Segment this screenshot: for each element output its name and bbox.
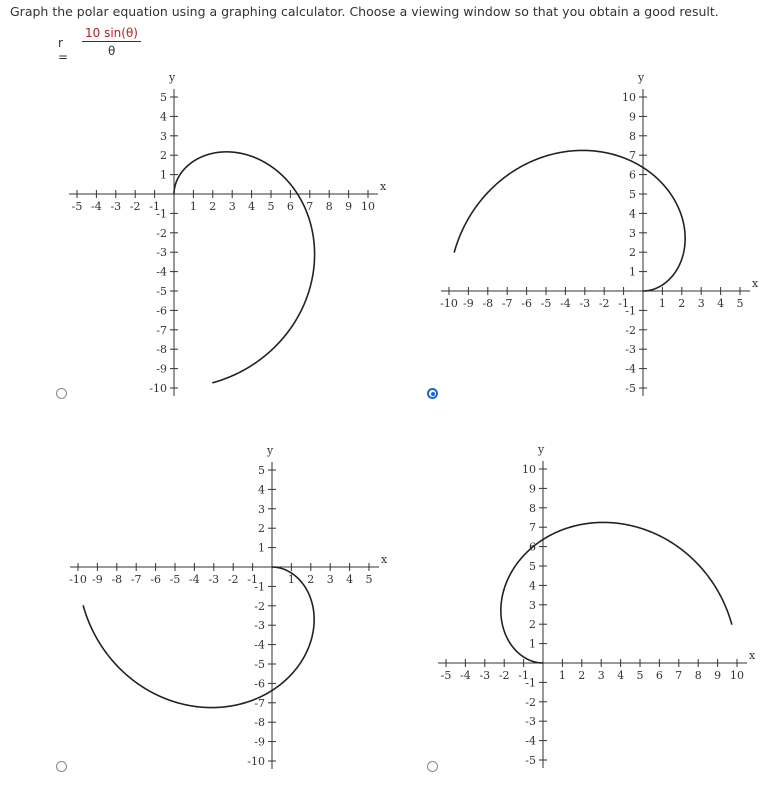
x-tick-label: -3 (208, 573, 220, 586)
y-tick-label: 6 (629, 168, 636, 182)
x-tick-label: -2 (129, 200, 141, 213)
x-axis-label: x (381, 553, 388, 566)
x-tick-label: -5 (540, 297, 552, 310)
y-tick-label: -5 (156, 285, 167, 298)
option-d-radio[interactable] (427, 761, 438, 772)
y-axis-label: y (538, 443, 545, 456)
x-tick-label: -3 (110, 200, 122, 213)
x-tick-label: 6 (655, 669, 663, 682)
y-tick-label: 3 (160, 129, 167, 143)
y-axis-label: y (638, 71, 645, 84)
x-tick-label: -10 (69, 573, 87, 586)
x-tick-label: -9 (463, 297, 474, 310)
y-tick-label: 1 (529, 637, 536, 651)
x-tick-label: 1 (189, 200, 197, 213)
y-tick-label: 2 (629, 246, 636, 260)
x-tick-label: 5 (365, 573, 373, 586)
x-tick-label: -4 (91, 200, 102, 213)
x-tick-label: 2 (307, 573, 315, 586)
y-tick-label: -3 (525, 715, 536, 729)
x-tick-label: -5 (71, 200, 83, 213)
y-tick-label: -2 (156, 226, 167, 240)
y-tick-label: -1 (625, 304, 636, 318)
x-axis-label: x (749, 649, 756, 662)
x-tick-label: 5 (636, 669, 644, 682)
polar-curve (174, 152, 315, 383)
graph-c (69, 444, 388, 769)
x-tick-label: 4 (346, 573, 354, 586)
x-tick-label: -6 (521, 297, 532, 310)
y-tick-label: -4 (254, 638, 265, 652)
x-tick-label: -7 (130, 573, 142, 586)
x-tick-label: -3 (479, 669, 491, 682)
x-tick-label: -4 (560, 297, 571, 310)
x-tick-label: -4 (460, 669, 471, 682)
x-tick-label: 2 (209, 200, 217, 213)
equation-lhs: r = (58, 36, 69, 64)
y-tick-label: 3 (258, 502, 265, 516)
y-tick-label: -2 (625, 323, 636, 337)
x-tick-label: -5 (440, 669, 452, 682)
x-axis-label: x (380, 180, 387, 193)
y-tick-label: -4 (156, 265, 167, 279)
y-tick-label: -9 (254, 735, 265, 749)
y-tick-label: -3 (254, 619, 265, 633)
y-tick-label: -2 (254, 599, 265, 613)
x-tick-label: 5 (736, 297, 744, 310)
graph-b (440, 71, 759, 396)
y-tick-label: 5 (160, 91, 167, 104)
y-tick-label: 9 (529, 482, 536, 496)
x-tick-label: -1 (518, 669, 529, 682)
y-tick-label: -3 (156, 246, 167, 260)
y-tick-label: -9 (156, 362, 167, 376)
x-tick-label: -4 (189, 573, 200, 586)
x-tick-label: -3 (579, 297, 591, 310)
x-tick-label: 1 (658, 297, 666, 310)
x-tick-label: 7 (306, 200, 314, 213)
y-tick-label: 4 (629, 207, 636, 221)
x-axis-label: x (752, 277, 759, 290)
x-tick-label: 3 (228, 200, 236, 213)
y-tick-label: 2 (160, 149, 167, 163)
x-tick-label: 10 (361, 200, 375, 213)
polar-curve (83, 567, 314, 708)
y-tick-label: 7 (629, 149, 636, 163)
equation-numerator: 10 sin(θ) (82, 26, 141, 42)
x-tick-label: 7 (675, 669, 683, 682)
x-tick-label: 4 (248, 200, 256, 213)
y-tick-label: 2 (529, 618, 536, 632)
y-tick-label: -7 (254, 696, 265, 710)
y-tick-label: -4 (525, 734, 536, 748)
x-tick-label: -2 (598, 297, 610, 310)
y-tick-label: -1 (525, 676, 536, 690)
y-tick-label: -1 (254, 580, 265, 594)
y-tick-label: 7 (529, 521, 536, 535)
y-tick-label: -10 (247, 755, 265, 768)
x-tick-label: 5 (267, 200, 275, 213)
x-tick-label: -7 (501, 297, 513, 310)
x-tick-label: 8 (694, 669, 702, 682)
option-a-radio[interactable] (56, 388, 67, 399)
y-tick-label: -6 (254, 677, 265, 691)
y-tick-label: -2 (525, 695, 536, 709)
y-tick-label: -1 (156, 207, 167, 221)
y-tick-label: -7 (156, 323, 167, 337)
x-tick-label: -2 (227, 573, 239, 586)
y-tick-label: -6 (156, 304, 167, 318)
y-axis-label: y (169, 71, 176, 84)
x-tick-label: -6 (150, 573, 161, 586)
y-tick-label: -5 (625, 382, 636, 395)
y-tick-label: 4 (529, 579, 536, 593)
equation-denominator: θ (108, 44, 116, 58)
y-tick-label: 4 (160, 110, 167, 124)
y-tick-label: -8 (254, 716, 265, 730)
y-tick-label: 3 (529, 598, 536, 612)
x-tick-label: 3 (326, 573, 334, 586)
y-tick-label: 5 (629, 188, 636, 201)
x-tick-label: 1 (558, 669, 566, 682)
y-tick-label: 5 (529, 560, 536, 573)
y-tick-label: 1 (160, 168, 167, 182)
x-tick-label: 9 (345, 200, 353, 213)
x-tick-label: 2 (678, 297, 686, 310)
x-tick-label: -8 (482, 297, 494, 310)
graph-d (438, 443, 756, 768)
x-tick-label: -1 (247, 573, 258, 586)
x-tick-label: -2 (498, 669, 510, 682)
x-tick-label: 4 (717, 297, 725, 310)
graph-a (69, 71, 387, 396)
option-c-radio[interactable] (56, 761, 67, 772)
y-tick-label: -5 (254, 658, 265, 671)
y-axis-label: y (267, 444, 274, 457)
y-tick-label: 3 (629, 226, 636, 240)
y-tick-label: 5 (258, 464, 265, 477)
y-tick-label: 4 (258, 483, 265, 497)
x-tick-label: -1 (618, 297, 629, 310)
y-tick-label: 8 (529, 501, 536, 515)
x-tick-label: 8 (325, 200, 333, 213)
x-tick-label: 9 (714, 669, 722, 682)
x-tick-label: 3 (597, 669, 605, 682)
x-tick-label: 6 (286, 200, 294, 213)
x-tick-label: -10 (440, 297, 458, 310)
y-tick-label: 8 (629, 129, 636, 143)
y-tick-label: -4 (625, 362, 636, 376)
polar-curve (454, 150, 685, 291)
x-tick-label: -5 (169, 573, 181, 586)
y-tick-label: 1 (258, 541, 265, 555)
instruction-text: Graph the polar equation using a graphing calculator. Choose a viewing window so that you obtain a good result. (10, 4, 719, 19)
y-tick-label: 2 (258, 522, 265, 536)
y-tick-label: -10 (149, 382, 167, 395)
y-tick-label: 10 (522, 463, 536, 476)
x-tick-label: 1 (287, 573, 295, 586)
x-tick-label: -8 (111, 573, 123, 586)
y-tick-label: 6 (529, 540, 536, 554)
y-tick-label: 1 (629, 265, 636, 279)
y-tick-label: -3 (625, 343, 636, 357)
x-tick-label: -1 (149, 200, 160, 213)
x-tick-label: 10 (730, 669, 744, 682)
x-tick-label: 4 (617, 669, 625, 682)
y-tick-label: 10 (622, 91, 636, 104)
y-tick-label: -5 (525, 754, 536, 767)
y-tick-label: 9 (629, 110, 636, 124)
option-b-radio[interactable] (427, 388, 438, 399)
x-tick-label: -9 (92, 573, 103, 586)
y-tick-label: -8 (156, 343, 167, 357)
x-tick-label: 2 (578, 669, 586, 682)
x-tick-label: 3 (697, 297, 705, 310)
